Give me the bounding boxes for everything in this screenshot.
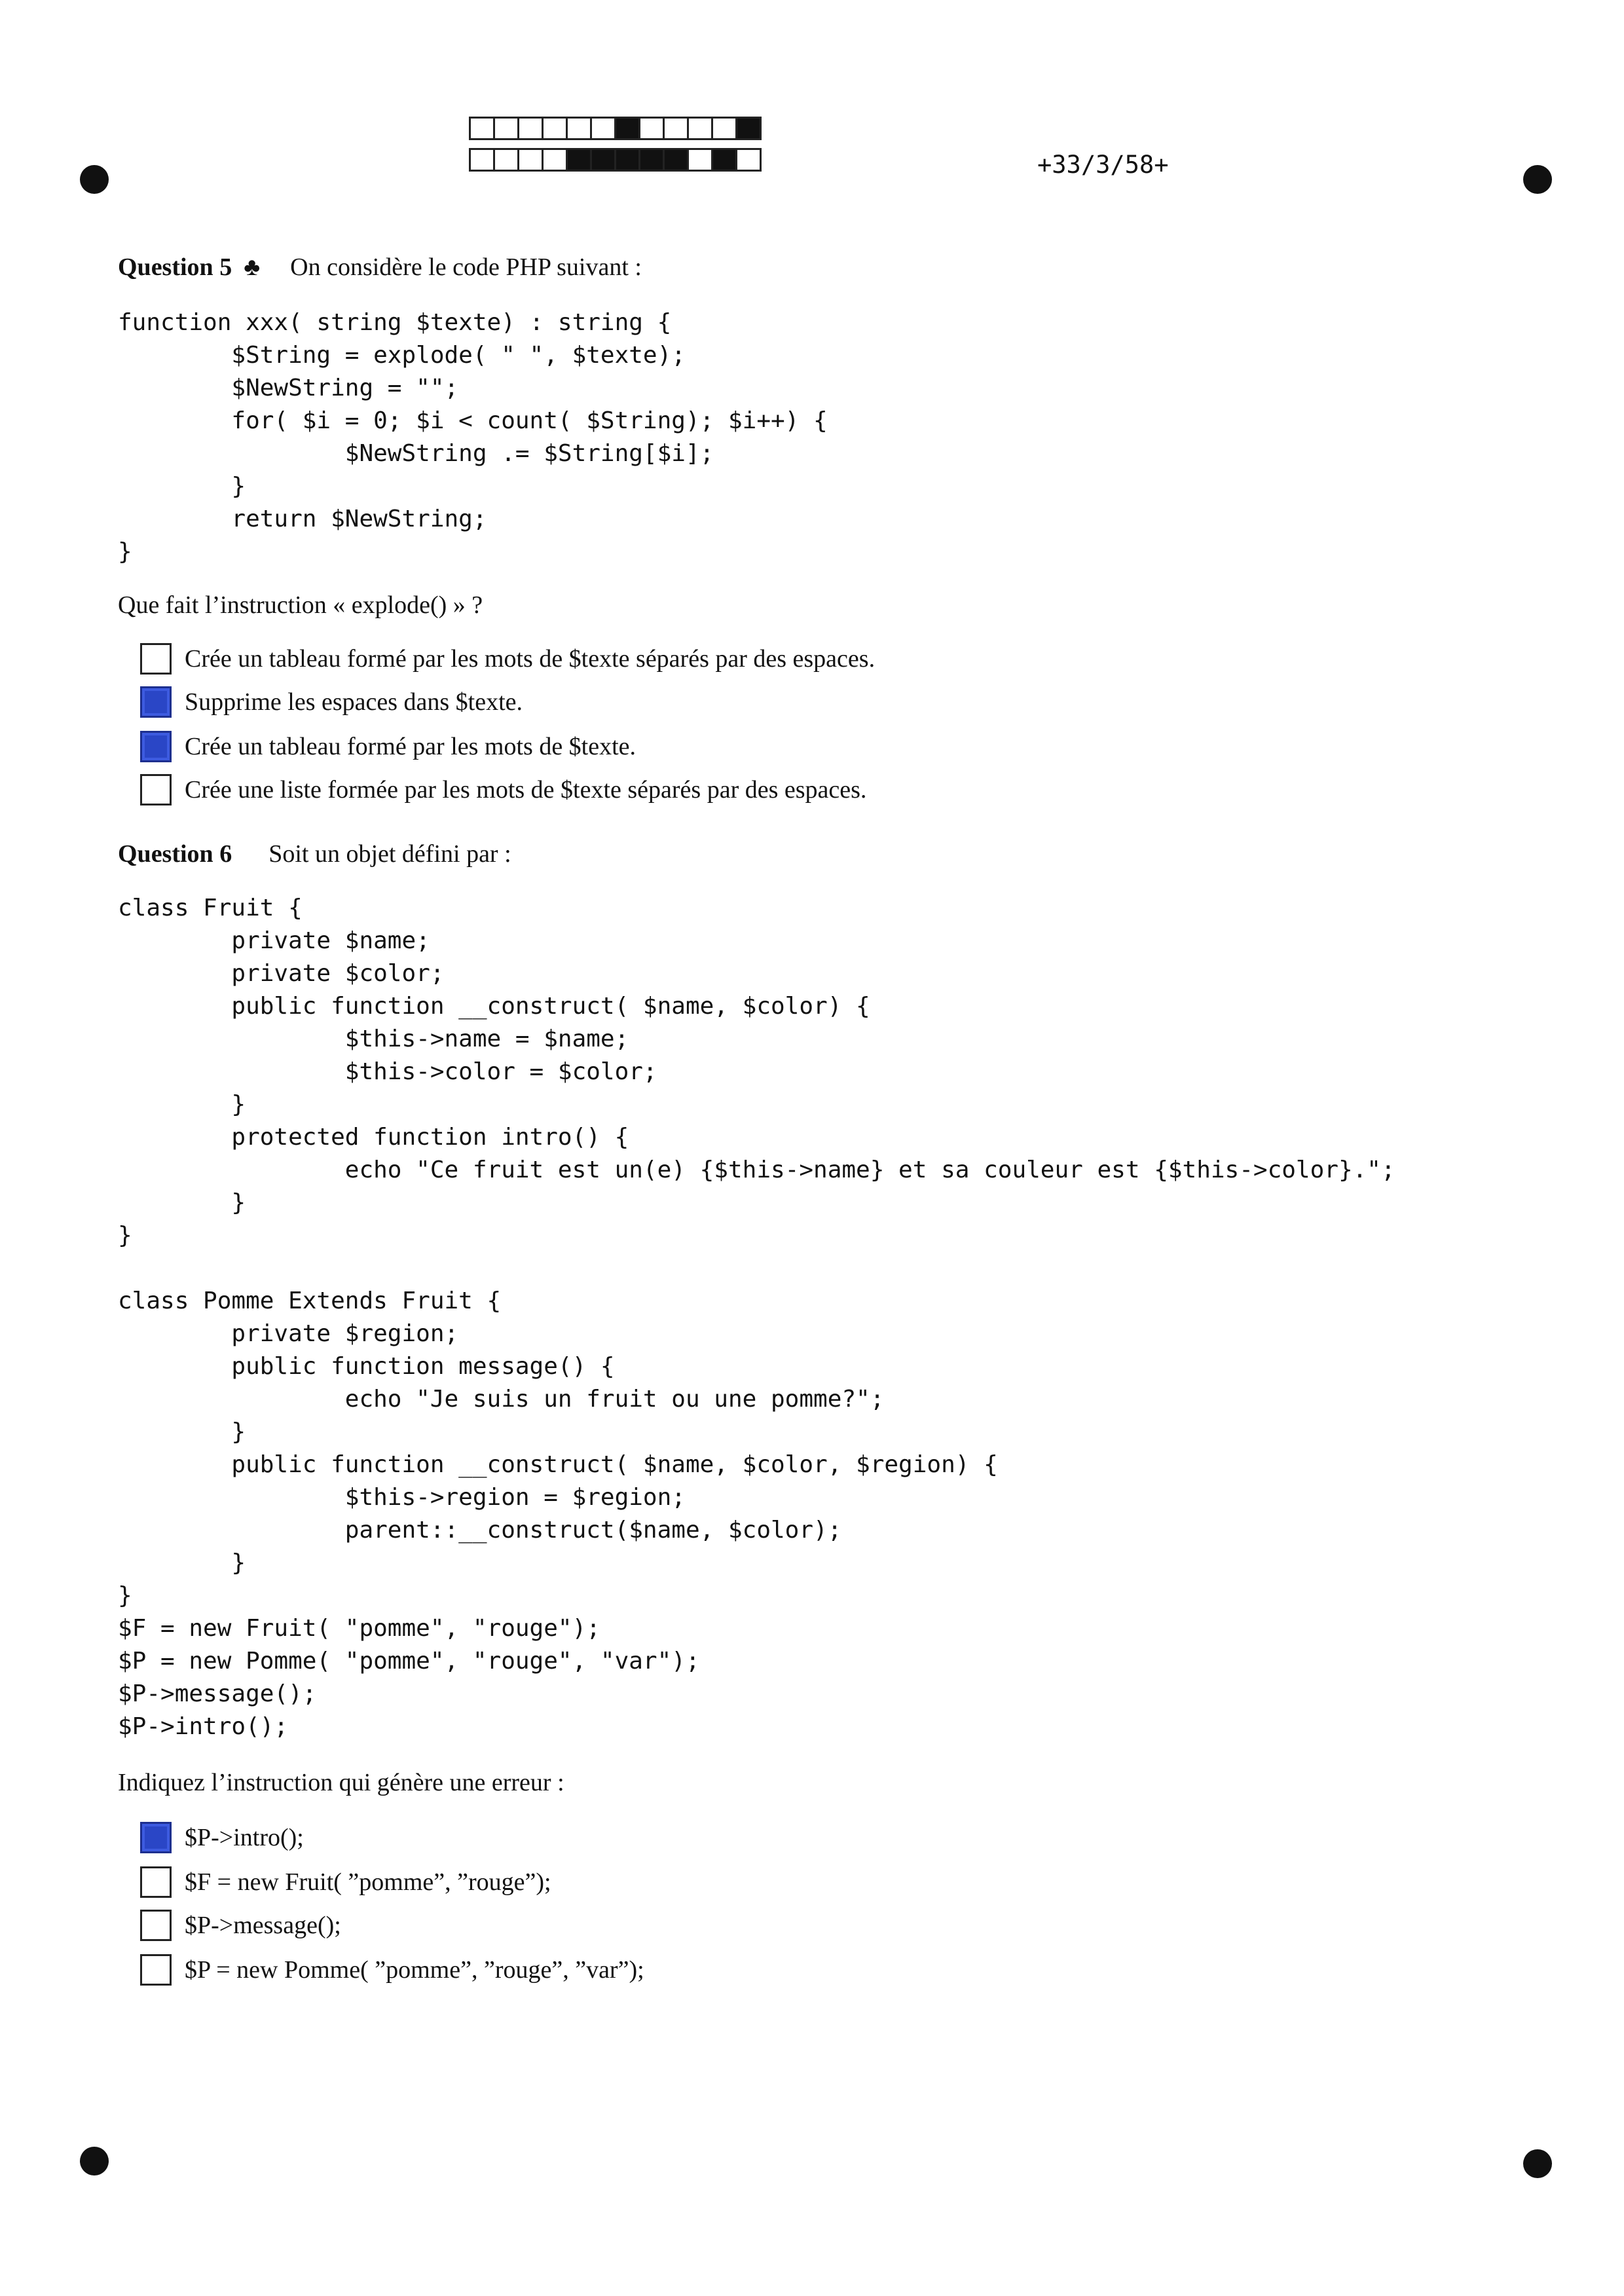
answer-option[interactable] [140, 643, 875, 675]
barcode-cell [566, 148, 592, 172]
barcode-cell [614, 148, 640, 172]
registration-mark-bottom-left [80, 2147, 109, 2176]
barcode-cell [687, 117, 713, 140]
barcode-cell [711, 148, 737, 172]
checkbox[interactable] [140, 1910, 172, 1941]
barcode-cell [493, 148, 519, 172]
answer-option[interactable] [140, 686, 523, 718]
barcode-cell [711, 117, 737, 140]
barcode-cell [663, 117, 689, 140]
barcode-cell [566, 117, 592, 140]
code-block-q6: class Fruit { private $name; private $color; public function __construct( $name, $color) { $this->name = $name; $this->color = $color; } protected function intro() { echo "Ce fruit est un(e) {$this->name} et sa couleur est {$this->color}."; } } class Pomme Extends Fruit { private $region; public function message() { echo "Je suis un fruit ou une pomme?"; } public function __construct( $name, $color, $region) { $this->region = $region; parent::__construct($name, $color); } } $F = new Fruit( "pomme", "rouge"); $P = new Pomme( "pomme", "rouge", "var"); $P->message(); $P->intro(); [118, 895, 1395, 1740]
barcode-cell [735, 148, 762, 172]
question-label: Question 6 [118, 840, 232, 868]
registration-mark-top-right [1523, 165, 1552, 194]
question-text: Soit un objet défini par : [268, 840, 511, 868]
checkbox[interactable] [140, 686, 172, 718]
barcode-cell [469, 117, 495, 140]
registration-mark-top-left [80, 165, 109, 194]
barcode-cell [469, 148, 495, 172]
answer-option[interactable] [140, 1822, 304, 1853]
answer-text: Crée un tableau formé par les mots de $texte séparés par des espaces. [185, 645, 876, 673]
barcode-cell [590, 117, 616, 140]
question-text: On considère le code PHP suivant : [290, 253, 642, 281]
question-6-heading [118, 840, 511, 868]
checkbox[interactable] [140, 1954, 172, 1986]
checkbox[interactable] [140, 1822, 172, 1853]
checkbox[interactable] [140, 1866, 172, 1898]
barcode-top-row [469, 117, 760, 140]
barcode-cell [590, 148, 616, 172]
answer-text: $P = new Pomme( ”pomme”, ”rouge”, ”var”); [185, 1956, 644, 1984]
answer-text: Supprime les espaces dans $texte. [185, 688, 523, 716]
question-label: Question 5 [118, 253, 232, 281]
answer-option[interactable] [140, 774, 866, 805]
barcode-cell [638, 117, 665, 140]
question-6-prompt: Indiquez l’instruction qui génère une erreur : [118, 1769, 564, 1796]
answer-option[interactable] [140, 1866, 551, 1898]
answer-text: Crée une liste formée par les mots de $texte séparés par des espaces. [185, 776, 867, 804]
club-icon: ♣ [244, 253, 261, 281]
barcode-cell [663, 148, 689, 172]
answer-text: $F = new Fruit( ”pomme”, ”rouge”); [185, 1868, 551, 1896]
answer-option[interactable] [140, 1910, 341, 1941]
answer-text: Crée un tableau formé par les mots de $texte. [185, 733, 637, 760]
answer-text: $P->intro(); [185, 1824, 304, 1851]
barcode-cell [735, 117, 762, 140]
barcode-cell [517, 117, 544, 140]
barcode-bottom-row [469, 148, 760, 172]
answer-option[interactable] [140, 1954, 644, 1986]
checkbox[interactable] [140, 643, 172, 675]
registration-mark-bottom-right [1523, 2149, 1552, 2178]
answer-option[interactable] [140, 731, 636, 762]
checkbox[interactable] [140, 731, 172, 762]
page-id: +33/3/58+ [1037, 151, 1169, 179]
barcode-cell [542, 117, 568, 140]
barcode-cell [687, 148, 713, 172]
barcode-cell [493, 117, 519, 140]
code-block-q5: function xxx( string $texte) : string { $String = explode( " ", $texte); $NewString = ""; for( $i = 0; $i < count( $String); $i++) { $NewString .= $String[$i]; } return $NewString; } [118, 309, 828, 565]
question-5-heading [118, 253, 642, 282]
question-5-prompt: Que fait l’instruction « explode() » ? [118, 591, 483, 619]
answer-text: $P->message(); [185, 1912, 341, 1939]
checkbox[interactable] [140, 774, 172, 805]
barcode-cell [517, 148, 544, 172]
barcode-cell [542, 148, 568, 172]
barcode-cell [614, 117, 640, 140]
barcode-cell [638, 148, 665, 172]
